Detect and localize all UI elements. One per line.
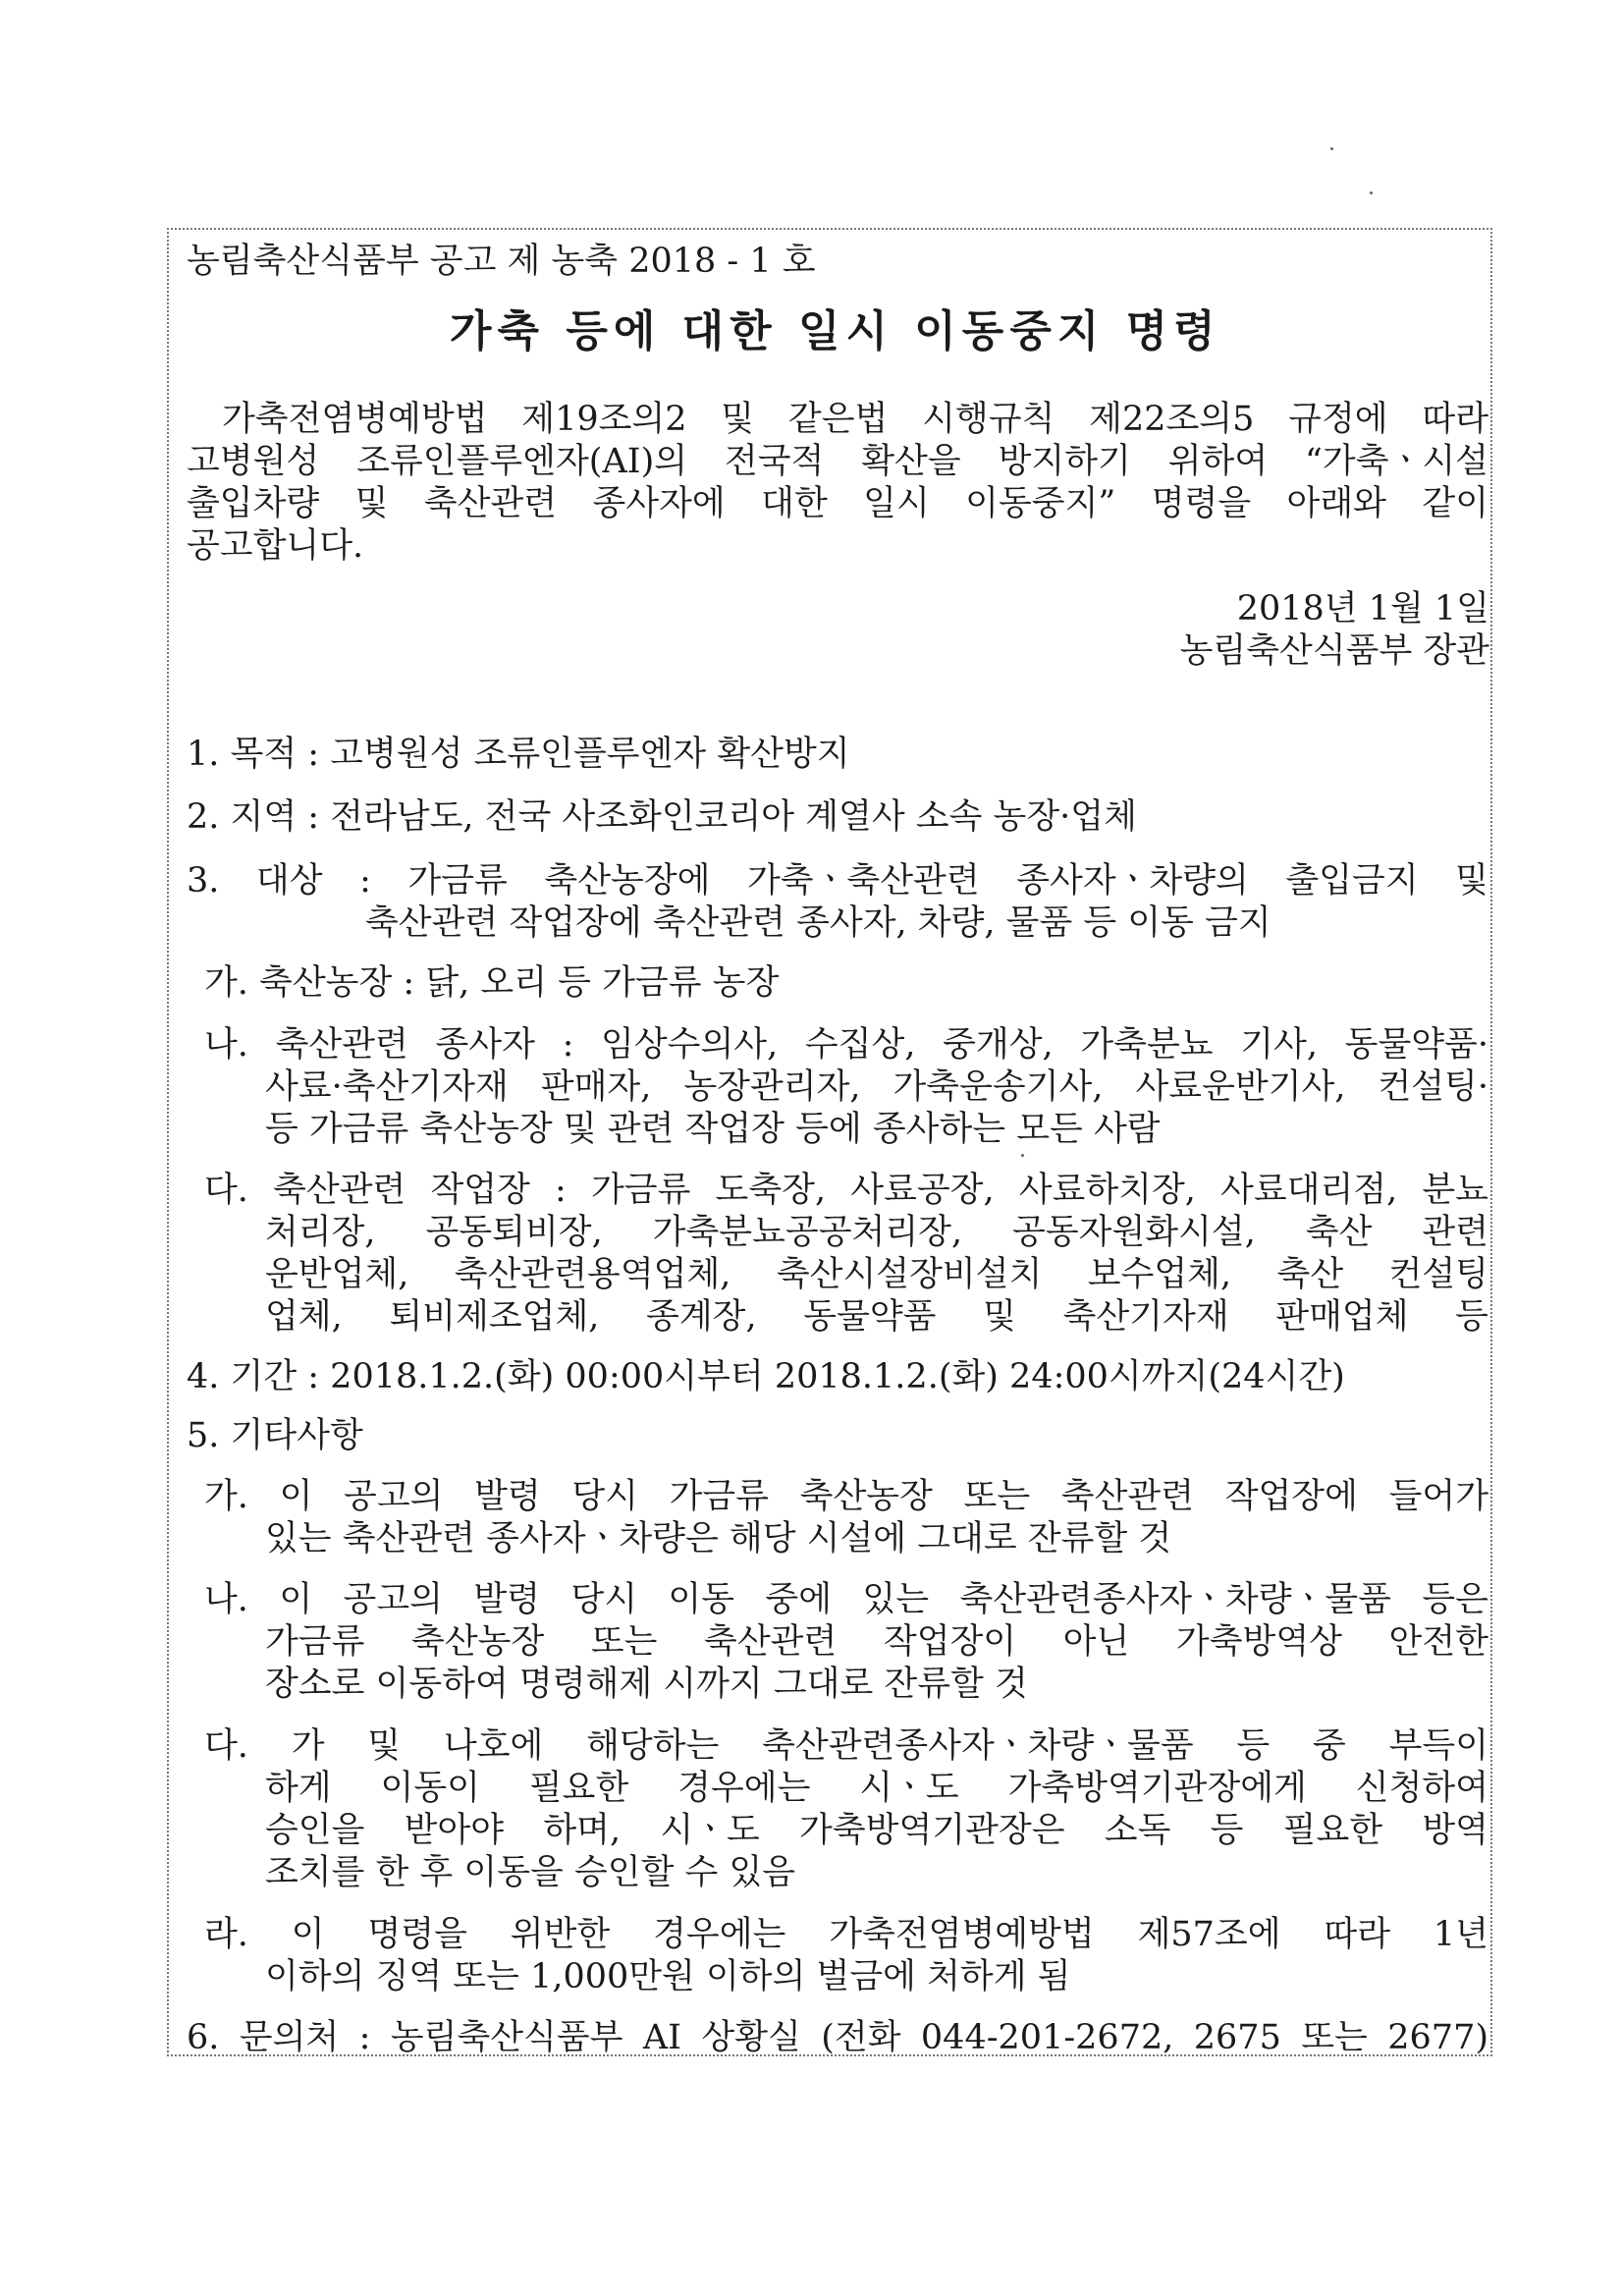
scan-speck [1021,1154,1024,1157]
item-contact: 6. 문의처 : 농림축산식품부 AI 상황실 (전화 044-201-2672, 2675 또는 2677) [187,2018,1488,2057]
other-a-line-2: 있는 축산관련 종사자ㆍ차량은 해당 시설에 그대로 잔류할 것 [265,1519,1172,1558]
target-sites-line-3: 운반업체, 축산관련용역업체, 축산시설장비설치 보수업체, 축산 컨설팅 [265,1255,1488,1294]
item-region: 2. 지역 : 전라남도, 전국 사조화인코리아 계열사 소속 농장·업체 [187,797,1137,837]
other-c-line-2: 하게 이동이 필요한 경우에는 시ㆍ도 가축방역기관장에게 신청하여 [265,1769,1488,1808]
target-workers-line-3: 등 가금류 축산농장 및 관련 작업장 등에 종사하는 모든 사람 [265,1110,1161,1149]
intro-line-3: 출입차량 및 축산관련 종사자에 대한 일시 이동중지” 명령을 아래와 같이 [187,484,1488,523]
page-title: 가축 등에 대한 일시 이동중지 명령 [450,306,1221,356]
item-target-line-2: 축산관련 작업장에 축산관련 종사자, 차량, 물품 등 이동 금지 [365,903,1271,943]
item-other: 5. 기타사항 [187,1416,363,1455]
other-a-line-1: 가. 이 공고의 발령 당시 가금류 축산농장 또는 축산관련 작업장에 들어가 [204,1477,1488,1516]
item-target-line-1: 3. 대상 : 가금류 축산농장에 가축ㆍ축산관련 종사자ㆍ차량의 출입금지 및 [187,861,1488,901]
scan-speck [1330,147,1333,150]
target-sites-line-4: 업체, 퇴비제조업체, 종계장, 동물약품 및 축산기자재 판매업체 등 [265,1297,1488,1337]
intro-line-2: 고병원성 조류인플루엔자(AI)의 전국적 확산을 방지하기 위하여 “가축ㆍ시설 [187,442,1488,481]
target-farms: 가. 축산농장 : 닭, 오리 등 가금류 농장 [204,963,780,1003]
intro-line-1: 가축전염병예방법 제19조의2 및 같은법 시행규칙 제22조의5 규정에 따라 [222,400,1488,439]
item-period: 4. 기간 : 2018.1.2.(화) 00:00시부터 2018.1.2.(화) 24:00시까지(24시간) [187,1357,1345,1396]
target-sites-line-1: 다. 축산관련 작업장 : 가금류 도축장, 사료공장, 사료하치장, 사료대리점, 분뇨 [204,1171,1488,1210]
other-c-line-1: 다. 가 및 나호에 해당하는 축산관련종사자ㆍ차량ㆍ물품 등 중 부득이 [204,1726,1488,1766]
other-c-line-3: 승인을 받아야 하며, 시ㆍ도 가축방역기관장은 소독 등 필요한 방역 [265,1811,1488,1850]
notice-number: 농림축산식품부 공고 제 농축 2018 - 1 호 [187,242,816,281]
other-b-line-1: 나. 이 공고의 발령 당시 이동 중에 있는 축산관련종사자ㆍ차량ㆍ물품 등은 [204,1580,1488,1619]
other-d-line-2: 이하의 징역 또는 1,000만원 이하의 벌금에 처하게 됨 [265,1957,1071,1996]
intro-line-4: 공고합니다. [187,526,364,566]
target-workers-line-2: 사료·축산기자재 판매자, 농장관리자, 가축운송기사, 사료운반기사, 컨설팅· [265,1067,1488,1107]
notice-issuer: 농림축산식품부 장관 [1179,631,1489,671]
item-purpose: 1. 목적 : 고병원성 조류인플루엔자 확산방지 [187,735,850,774]
other-b-line-3: 장소로 이동하여 명령해제 시까지 그대로 잔류할 것 [265,1665,1028,1704]
notice-date: 2018년 1월 1일 [1236,589,1489,629]
other-b-line-2: 가금류 축산농장 또는 축산관련 작업장이 아닌 가축방역상 안전한 [265,1622,1488,1662]
other-c-line-4: 조치를 한 후 이동을 승인할 수 있음 [265,1853,796,1892]
scan-speck [1370,191,1373,194]
target-sites-line-2: 처리장, 공동퇴비장, 가축분뇨공공처리장, 공동자원화시설, 축산 관련 [265,1213,1488,1252]
target-workers-line-1: 나. 축산관련 종사자 : 임상수의사, 수집상, 중개상, 가축분뇨 기사, 동물약품· [204,1025,1488,1065]
other-d-line-1: 라. 이 명령을 위반한 경우에는 가축전염병예방법 제57조에 따라 1년 [204,1915,1488,1954]
